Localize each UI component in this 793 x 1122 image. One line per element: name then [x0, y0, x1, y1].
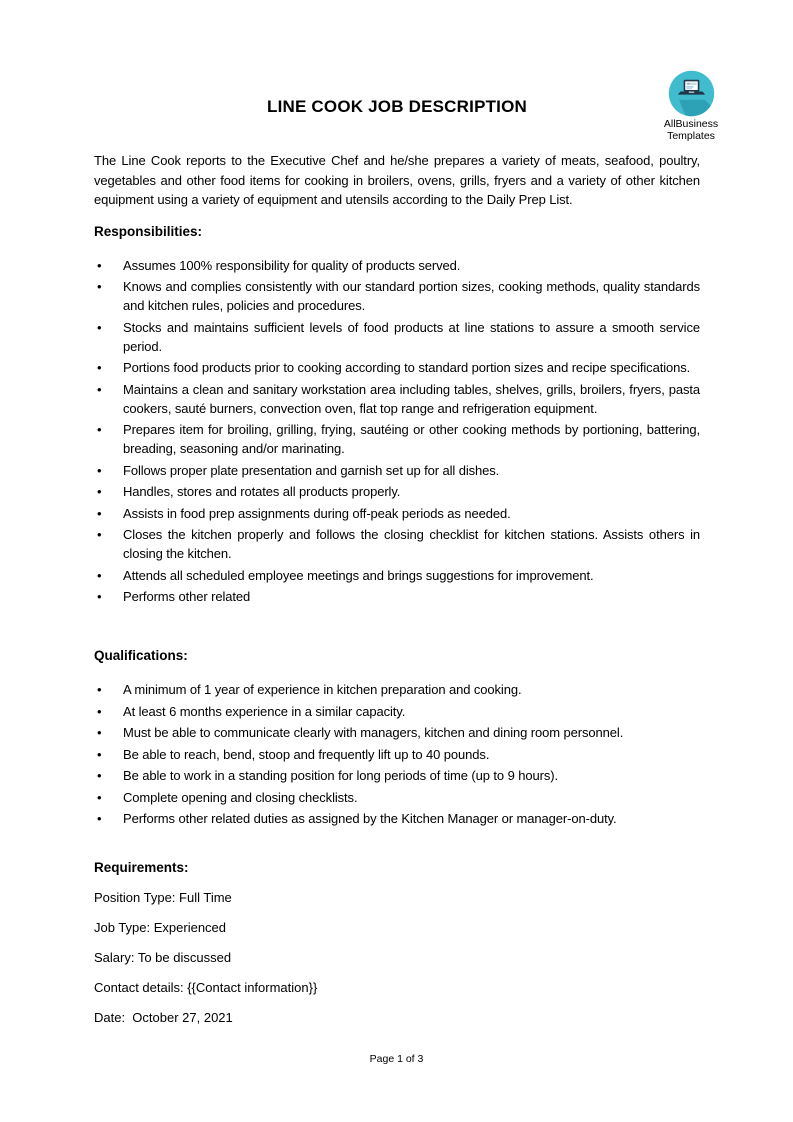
requirement-line: Salary: To be discussed [94, 950, 232, 965]
responsibility-item: • Assumes 100% responsibility for quality of products served. [123, 256, 700, 275]
requirement-line: Position Type: Full Time [94, 890, 232, 905]
qualifications-heading: Qualifications: [94, 648, 188, 663]
page-number: Page 1 of 3 [369, 1053, 424, 1065]
laptop-icon [668, 70, 715, 117]
requirements-lines [94, 888, 700, 1027]
qualification-item: • Complete opening and closing checklists. [123, 788, 700, 807]
logo-text-line2: Templates [667, 129, 715, 142]
responsibility-item: • Closes the kitchen properly and follows the closing checklist for kitchen stations. Assists others in closing the kitchen. [123, 525, 700, 563]
section-qualifications [94, 646, 700, 828]
qualification-item: • Must be able to communicate clearly with managers, kitchen and dining room personnel. [123, 723, 700, 742]
qualification-item: • Be able to work in a standing position for long periods of time (up to 9 hours). [123, 766, 700, 785]
section-requirements [94, 858, 700, 1027]
responsibility-item: • Follows proper plate presentation and garnish set up for all dishes. [123, 461, 700, 480]
requirement-line: Date: October 27, 2021 [94, 1010, 233, 1025]
page-title: LINE COOK JOB DESCRIPTION [266, 97, 528, 116]
requirement-line: Job Type: Experienced [94, 920, 227, 935]
responsibility-item: • Handles, stores and rotates all products properly. [123, 482, 700, 501]
logo-text-line1: AllBusiness [663, 118, 719, 130]
requirement-line: Contact details: {{Contact information}} [94, 980, 318, 995]
qualification-item: • A minimum of 1 year of experience in kitchen preparation and cooking. [123, 680, 700, 699]
responsibility-item: • Prepares item for broiling, grilling, frying, sautéing or other cooking methods by portioning, battering, breading, seasoning and/or marinating. [123, 420, 700, 458]
allbusiness-logo [651, 70, 731, 142]
section-responsibilities [94, 222, 700, 607]
qualification-item: • Performs other related duties as assigned by the Kitchen Manager or manager-on-duty. [123, 809, 700, 828]
responsibilities-list [94, 256, 700, 607]
responsibilities-heading: Responsibilities: [94, 223, 203, 239]
responsibility-item: • Portions food products prior to cooking according to standard portion sizes and recipe specifications. [123, 358, 700, 377]
qualification-item: • Be able to reach, bend, stoop and frequently lift up to 40 pounds. [123, 745, 700, 764]
responsibility-item: • Maintains a clean and sanitary workstation area including tables, shelves, grills, broilers, fryers, pasta cookers, sauté burners, convection oven, flat top range and refrigeration equipment. [123, 380, 700, 418]
responsibility-item: • Stocks and maintains sufficient levels of food products at line stations to assure a smooth service period. [123, 318, 700, 356]
responsibility-item: • Assists in food prep assignments during off-peak periods as needed. [123, 504, 700, 523]
requirements-heading: Requirements: [94, 860, 189, 875]
responsibility-item: • Attends all scheduled employee meetings and brings suggestions for improvement. [123, 566, 700, 585]
qualifications-list [94, 680, 700, 828]
qualification-item: • At least 6 months experience in a similar capacity. [123, 702, 700, 721]
responsibility-item: • Knows and complies consistently with our standard portion sizes, cooking methods, quality standards and kitchen rules, policies and procedures. [123, 277, 700, 315]
responsibility-item: • Performs other related [123, 587, 700, 606]
intro-paragraph: The Line Cook reports to the Executive Chef and he/she prepares a variety of meats, seafood, poultry, vegetables and other food items for cooking in broilers, ovens, grills, fryers and a variety of other kitchen equipment using a variety of equipment and utensils according to the Daily Prep List. [94, 153, 700, 207]
